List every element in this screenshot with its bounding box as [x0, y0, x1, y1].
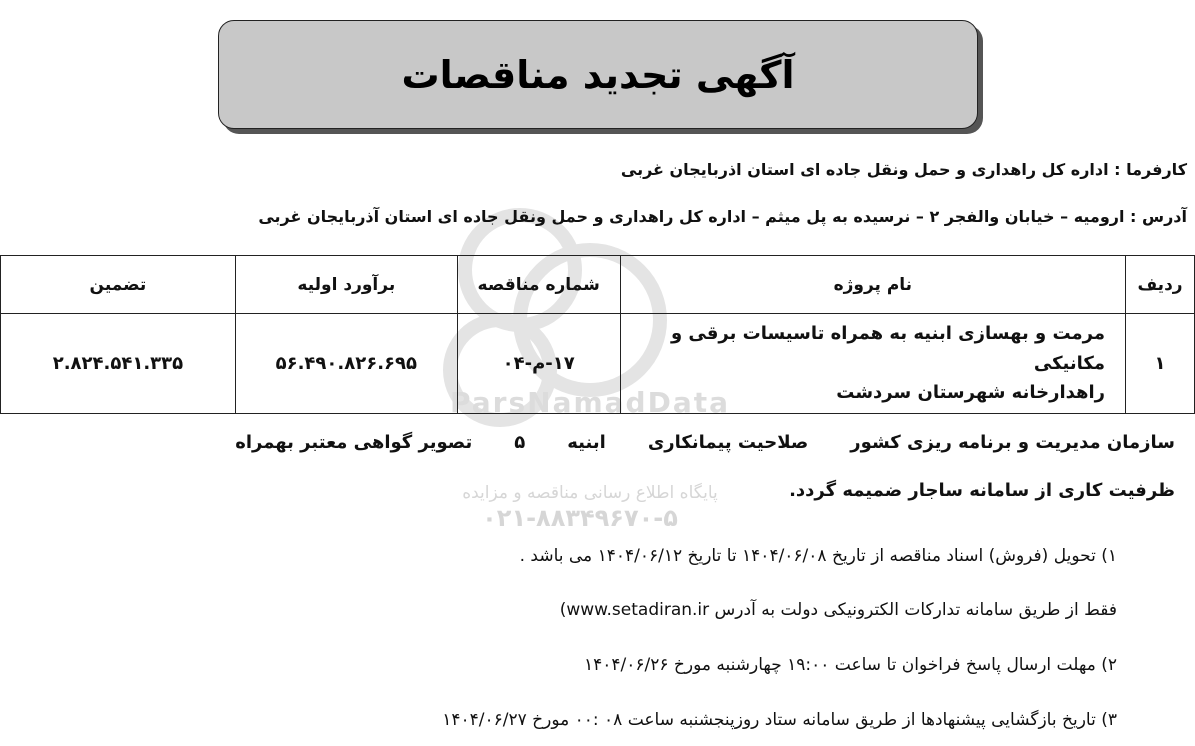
qualification-grade: ۵ — [514, 432, 526, 453]
header-estimate: برآورد اولیه — [235, 256, 457, 314]
header-tender-number: شماره مناقصه — [457, 256, 620, 314]
cell-guarantee: ۲.۸۲۴.۵۴۱.۳۳۵ — [1, 314, 236, 414]
qualification-type: صلاحیت پیمانکاری — [647, 432, 809, 453]
qualification-line-1 — [235, 432, 1175, 453]
cell-estimate: ۵۶.۴۹۰.۸۲۶.۶۹۵ — [235, 314, 457, 414]
qualification-field: ابنیه — [567, 432, 606, 453]
table-header-row — [1, 256, 1195, 314]
item-document-sale: ۱) تحویل (فروش) اسناد مناقصه از تاریخ ۱۴۰۴/۰۶/۰۸ تا تاریخ ۱۴۰۴/۰۶/۱۲ می باشد . — [519, 546, 1117, 566]
watermark-brand: ParsNamadData — [450, 386, 730, 419]
item-setad-address: فقط از طریق سامانه تدارکات الکترونیکی دولت به آدرس www.setadiran.ir) — [559, 600, 1117, 620]
item-opening-date: ۳) تاریخ بازگشایی پیشنهادها از طریق سامانه ستاد روزپنجشنبه ساعت ۰۸ :۰۰ مورخ ۱۴۰۴/۰۶/۲۷ — [442, 710, 1117, 730]
tender-table — [0, 255, 1195, 414]
cell-tender-number: ۱۷-م-۰۴ — [457, 314, 620, 414]
qualification-org: سازمان مدیریت و برنامه ریزی کشور — [850, 432, 1175, 453]
watermark-tagline: پایگاه اطلاع رسانی مناقصه و مزایده — [462, 483, 718, 503]
header-row-number: ردیف — [1126, 256, 1195, 314]
qualification-requirement: تصویر گواهی معتبر بهمراه — [235, 432, 473, 453]
employer-line: کارفرما : اداره کل راهداری و حمل ونقل جاده ای استان اذربایجان غربی — [620, 160, 1187, 179]
table-row — [1, 314, 1195, 414]
cell-project-name — [620, 314, 1125, 414]
cell-row-number: ۱ — [1126, 314, 1195, 414]
address-line: آدرس : ارومیه – خیابان والفجر ۲ – نرسیده به پل میثم – اداره کل راهداری و حمل ونقل جاده ای استان آذربایجان غربی — [258, 207, 1187, 226]
qualification-line-2: ظرفیت کاری از سامانه ساجار ضمیمه گردد. — [789, 480, 1175, 501]
item-deadline: ۲) مهلت ارسال پاسخ فراخوان تا ساعت ۱۹:۰۰ چهارشنبه مورخ ۱۴۰۴/۰۶/۲۶ — [583, 655, 1117, 675]
header-guarantee: تضمین — [1, 256, 236, 314]
project-line-2: راهدارخانه شهرستان سردشت — [836, 382, 1106, 404]
header-project-name: نام پروژه — [620, 256, 1125, 314]
page-title: آگهی تجدید مناقصات — [218, 20, 978, 129]
watermark-phone: ۰۲۱-۸۸۳۴۹۶۷۰-۵ — [482, 504, 678, 530]
project-line-1: مرمت و بهسازی ابنیه به همراه تاسیسات برقی و مکانیکی — [670, 322, 1106, 374]
